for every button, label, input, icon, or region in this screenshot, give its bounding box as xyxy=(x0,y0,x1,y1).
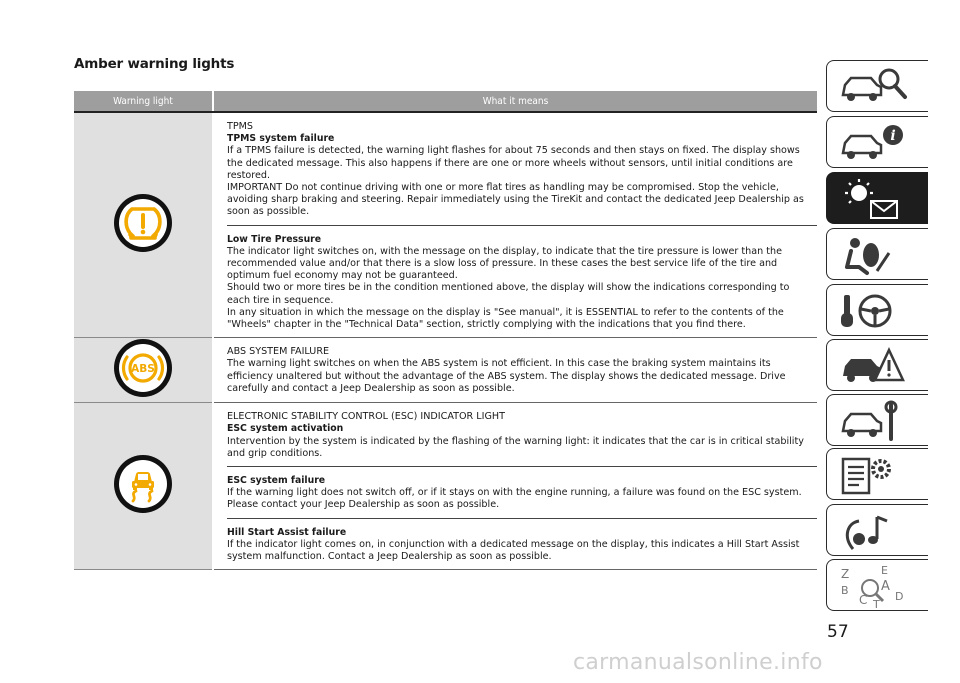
tpms-warning-icon xyxy=(113,193,173,253)
table-header-row xyxy=(74,91,817,112)
multimedia-note-icon xyxy=(837,509,917,553)
tab-index[interactable] xyxy=(826,559,928,611)
table-row xyxy=(74,403,817,570)
esc-caption: ELECTRONIC STABILITY CONTROL (ESC) INDICATOR LIGHT xyxy=(227,411,505,423)
tab-car-info[interactable] xyxy=(826,116,928,168)
tab-warning-lights[interactable] xyxy=(826,172,928,224)
index-letter: T xyxy=(873,598,880,608)
index-letter: E xyxy=(881,564,888,577)
car-service-tools-icon xyxy=(837,399,917,443)
tab-emergency[interactable] xyxy=(826,339,928,391)
index-letter: D xyxy=(895,590,904,603)
tab-servicing-care[interactable] xyxy=(826,394,928,446)
esc-activation-block xyxy=(227,403,817,466)
hill-start-assist-text: If the indicator light comes on, in conjunction with a dedicated message on the display, this indicates a Hill Start Assist system malfunction. Contact a Jeep Dealership as soon as possible. xyxy=(227,538,800,563)
svg-text:i: i xyxy=(890,128,896,144)
car-emergency-icon xyxy=(837,344,917,388)
section-title: Amber warning lights xyxy=(74,56,235,72)
low-tire-pressure-text-3: In any situation in which the message on the display is "See manual", it is ESSENTIAL to refer to the contents of the "Wheels" chapter in the "Technical Data" section, strictly complying with the indications that you find there. xyxy=(227,306,784,331)
header-warning-light: Warning light xyxy=(74,91,213,112)
tab-safety[interactable] xyxy=(826,228,928,280)
header-what-it-means: What it means xyxy=(213,91,817,112)
icon-cell xyxy=(74,403,213,570)
tpms-failure-text: If a TPMS failure is detected, the warning light flashes for about 75 seconds and then stays on fixed. The display shows the dedicated message. This also happens if there are one or more wheels without sensors, until initial conditions are restored. xyxy=(227,145,800,181)
description-cell xyxy=(213,338,817,403)
esc-failure-block xyxy=(227,466,817,518)
tab-multimedia[interactable] xyxy=(826,504,928,556)
abs-caption: ABS SYSTEM FAILURE xyxy=(227,346,330,358)
low-tire-pressure-block xyxy=(227,225,817,338)
watermark: carmanualsonline.info xyxy=(573,650,823,675)
esc-failure-subtitle: ESC system failure xyxy=(227,475,326,487)
abs-failure-block xyxy=(227,338,817,401)
key-steering-wheel-icon xyxy=(837,289,917,333)
index-letter: B xyxy=(841,584,849,597)
index-letter: Z xyxy=(841,567,850,581)
abs-warning-icon xyxy=(113,338,173,398)
page-number: 57 xyxy=(827,622,849,642)
esc-failure-text: If the warning light does not switch off, or if it stays on with the engine running, a failure was found on the ESC system. Please contact your Jeep Dealership as soon as possible. xyxy=(227,487,802,511)
icon-cell xyxy=(74,112,213,338)
tpms-important-text: IMPORTANT Do not continue driving with one or more flat tires as handling may be compromised. Stop the vehicle, avoiding sharp braking and steering. Repair immediately using the TireKit and contact the dedicated Jeep Dealership as soon as possible. xyxy=(227,182,804,218)
hill-start-assist-subtitle: Hill Start Assist failure xyxy=(227,526,347,538)
warning-light-message-icon xyxy=(837,177,917,221)
hill-start-assist-block xyxy=(227,518,817,570)
low-tire-pressure-text: The indicator light switches on, with the message on the display, to indicate that the tire pressure is lower than the recommended value and/or that there is a slow loss of pressure. In these cases the best service life of the tire and optimum fuel economy may not be guaranteed. xyxy=(227,245,782,282)
tpms-failure-subtitle: TPMS system failure xyxy=(227,133,335,145)
car-search-icon xyxy=(837,65,917,109)
document-gear-icon xyxy=(837,453,917,497)
abs-icon-text: ABS xyxy=(131,363,155,376)
car-info-icon xyxy=(837,121,917,165)
table-row xyxy=(74,338,817,403)
abs-text: The warning light switches on when the ABS system is not efficient. In this case the braking system maintains its efficiency unaltered but without the advantage of the ABS system. The display shows the dedicated message. Drive carefully and contact a Jeep Dealership as soon as possible. xyxy=(227,358,786,394)
warning-lights-table xyxy=(74,91,817,570)
tpms-failure-block xyxy=(227,113,817,225)
esc-activation-subtitle: ESC system activation xyxy=(227,423,344,435)
low-tire-pressure-text-2: Should two or more tires be in the condition mentioned above, the display will show the indications corresponding to each tire in sequence. xyxy=(227,282,790,306)
tab-car-search[interactable] xyxy=(826,60,928,112)
index-letters-icon xyxy=(837,564,917,608)
esc-activation-text: Intervention by the system is indicated by the flashing of the warning light: it indicates that the car is in critical stability and grip conditions. xyxy=(227,435,804,459)
airbag-seat-icon xyxy=(837,233,917,277)
low-tire-pressure-subtitle: Low Tire Pressure xyxy=(227,233,322,245)
tpms-caption: TPMS xyxy=(227,121,254,132)
description-cell xyxy=(213,112,817,338)
description-cell xyxy=(213,403,817,570)
table-row xyxy=(74,112,817,338)
tab-technical-data[interactable] xyxy=(826,448,928,500)
icon-cell xyxy=(74,338,213,403)
index-letter: C xyxy=(859,593,868,607)
esc-skid-car-icon xyxy=(113,454,173,514)
index-letter: A xyxy=(881,579,890,594)
tab-starting-driving[interactable] xyxy=(826,284,928,336)
